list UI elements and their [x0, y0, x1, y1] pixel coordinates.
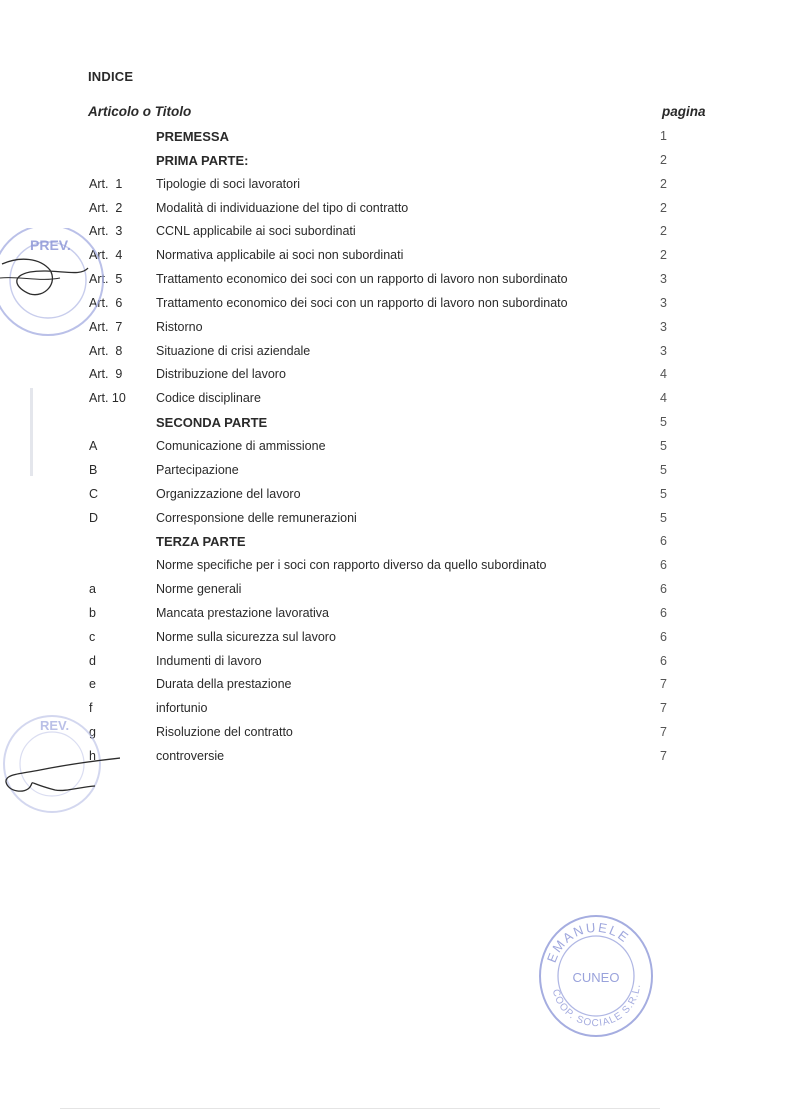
- toc-page-number: 5: [660, 486, 667, 501]
- toc-entry-title: CCNL applicabile ai soci subordinati: [156, 224, 356, 239]
- toc-row: [0, 411, 795, 435]
- toc-row: [0, 220, 795, 244]
- toc-article-number: Art. 8: [89, 343, 123, 358]
- toc-page-number: 7: [660, 725, 667, 740]
- toc-entry-title: Norme sulla sicurezza sul lavoro: [156, 629, 336, 644]
- toc-page-number: 7: [660, 748, 667, 763]
- toc-page-number: 3: [660, 272, 667, 287]
- toc-row: [0, 435, 795, 459]
- toc-row: [0, 626, 795, 650]
- toc-page-number: 6: [660, 534, 667, 549]
- toc-article-number: Art. 2: [89, 200, 123, 215]
- toc-article-number: Art. 6: [89, 295, 123, 310]
- toc-page-number: 3: [660, 319, 667, 334]
- toc-article-number: Art. 5: [89, 272, 123, 287]
- toc-page-number: 6: [660, 629, 667, 644]
- toc-row: [0, 340, 795, 364]
- toc-page-number: 5: [660, 462, 667, 477]
- toc-page-number: 2: [660, 152, 667, 167]
- toc-row: [0, 244, 795, 268]
- toc-page-number: 6: [660, 558, 667, 573]
- toc-article-number: Art. 7: [89, 319, 123, 334]
- toc-article-number: Art. 4: [89, 248, 123, 263]
- toc-row: [0, 745, 795, 769]
- toc-entry-title: infortunio: [156, 701, 208, 716]
- stamp-city: CUNEO: [572, 970, 620, 985]
- stamp-company-name: EMANUELE: [543, 919, 633, 965]
- toc-page-number: 2: [660, 248, 667, 263]
- stamp-ring-outer: [540, 916, 652, 1036]
- toc-page-number: 2: [660, 224, 667, 239]
- stamp-company-type: COOP. SOCIALE S.R.L.: [549, 983, 643, 1030]
- toc-article-number: D: [89, 510, 99, 525]
- toc-page-number: 7: [660, 701, 667, 716]
- toc-entry-title: Mancata prestazione lavorativa: [156, 605, 330, 620]
- toc-article-number: B: [89, 462, 98, 477]
- toc-row: [0, 554, 795, 578]
- toc-entry-title: Distribuzione del lavoro: [156, 367, 286, 382]
- toc-row: [0, 483, 795, 507]
- toc-entry-title: Risoluzione del contratto: [156, 725, 293, 740]
- toc-article-number: Art. 1: [89, 176, 123, 191]
- toc-row: [0, 459, 795, 483]
- toc-page-number: 5: [660, 510, 667, 525]
- toc-page-number: 5: [660, 415, 667, 430]
- stamp-bottom-left-label: REV.: [40, 718, 70, 733]
- toc-row: [0, 697, 795, 721]
- toc-entry-title: controversie: [156, 748, 225, 763]
- toc-row: [0, 173, 795, 197]
- toc-entry-title: PREMESSA: [156, 129, 229, 144]
- toc-row: [0, 268, 795, 292]
- toc-entry-title: Modalità di individuazione del tipo di contratto: [156, 200, 409, 215]
- toc-page-number: 5: [660, 438, 667, 453]
- toc-article-number: c: [89, 629, 96, 644]
- toc-row: [0, 721, 795, 745]
- toc-page-number: 6: [660, 605, 667, 620]
- toc-page-number: 1: [660, 129, 667, 143]
- toc-entry-title: Norme specifiche per i soci con rapporto diverso da quello subordinato: [156, 558, 547, 573]
- toc-entry-title: SECONDA PARTE: [156, 415, 268, 431]
- toc-row: [0, 197, 795, 221]
- stamp-ring-inner: [558, 936, 634, 1016]
- toc-entry-title: Trattamento economico dei soci con un rapporto di lavoro non subordinato: [156, 295, 568, 310]
- toc-page-number: 6: [660, 582, 667, 597]
- toc-article-number: d: [89, 653, 96, 668]
- toc-row: [0, 578, 795, 602]
- bottom-edge-line: [60, 1108, 660, 1109]
- toc-article-number: C: [89, 486, 99, 501]
- toc-article-number: Art. 10: [89, 391, 126, 406]
- toc-entry-title: Indumenti di lavoro: [156, 653, 262, 668]
- toc-entry-title: Normativa applicabile ai soci non subordinati: [156, 248, 404, 263]
- toc-page-number: 3: [660, 343, 667, 358]
- toc-article-number: a: [89, 582, 96, 597]
- toc-entry-title: Tipologie di soci lavoratori: [156, 176, 301, 191]
- toc-entry-title: Corresponsione delle remunerazioni: [156, 510, 357, 525]
- toc-row: [0, 602, 795, 626]
- toc-article-number: b: [89, 605, 96, 620]
- toc-row: [0, 650, 795, 674]
- toc-entry-title: Organizzazione del lavoro: [156, 486, 301, 501]
- toc-entry-title: Codice disciplinare: [156, 391, 261, 406]
- column-header-page: pagina: [662, 104, 706, 119]
- toc-page-number: 4: [660, 367, 667, 382]
- toc-row: [0, 363, 795, 387]
- toc-entry-title: Situazione di crisi aziendale: [156, 343, 311, 358]
- toc-page-number: 4: [660, 391, 667, 406]
- toc-entry-title: Norme generali: [156, 582, 242, 597]
- toc-row: [0, 149, 795, 173]
- toc-entry-title: Trattamento economico dei soci con un rapporto di lavoro non subordinato: [156, 272, 568, 287]
- page-title: INDICE: [88, 69, 134, 84]
- toc-article-number: g: [89, 725, 96, 740]
- toc-article-number: e: [89, 677, 96, 692]
- company-stamp: [536, 912, 654, 1040]
- toc-row: [0, 316, 795, 340]
- stamp-top-left-label: PREV.: [30, 237, 71, 253]
- toc-article-number: Art. 3: [89, 224, 123, 239]
- table-of-contents: [0, 125, 795, 769]
- toc-entry-title: Comunicazione di ammissione: [156, 438, 326, 453]
- toc-page-number: 6: [660, 653, 667, 668]
- toc-page-number: 2: [660, 176, 667, 191]
- toc-page-number: 3: [660, 295, 667, 310]
- toc-entry-title: Durata della prestazione: [156, 677, 292, 692]
- toc-article-number: Art. 9: [89, 367, 123, 382]
- toc-entry-title: Ristorno: [156, 319, 203, 334]
- toc-article-number: A: [89, 438, 98, 453]
- toc-article-number: h: [89, 748, 96, 763]
- toc-entry-title: PRIMA PARTE:: [156, 152, 249, 168]
- toc-row: [0, 673, 795, 697]
- toc-row: [0, 125, 795, 149]
- toc-row: [0, 530, 795, 554]
- scan-artifact: [0, 388, 33, 476]
- column-header-article: Articolo o Titolo: [88, 104, 192, 119]
- toc-page-number: 7: [660, 677, 667, 692]
- toc-row: [0, 292, 795, 316]
- toc-page-number: 2: [660, 200, 667, 215]
- toc-article-number: f: [89, 701, 93, 716]
- toc-row: [0, 387, 795, 411]
- toc-entry-title: Partecipazione: [156, 462, 239, 477]
- toc-entry-title: TERZA PARTE: [156, 534, 246, 550]
- toc-row: [0, 507, 795, 531]
